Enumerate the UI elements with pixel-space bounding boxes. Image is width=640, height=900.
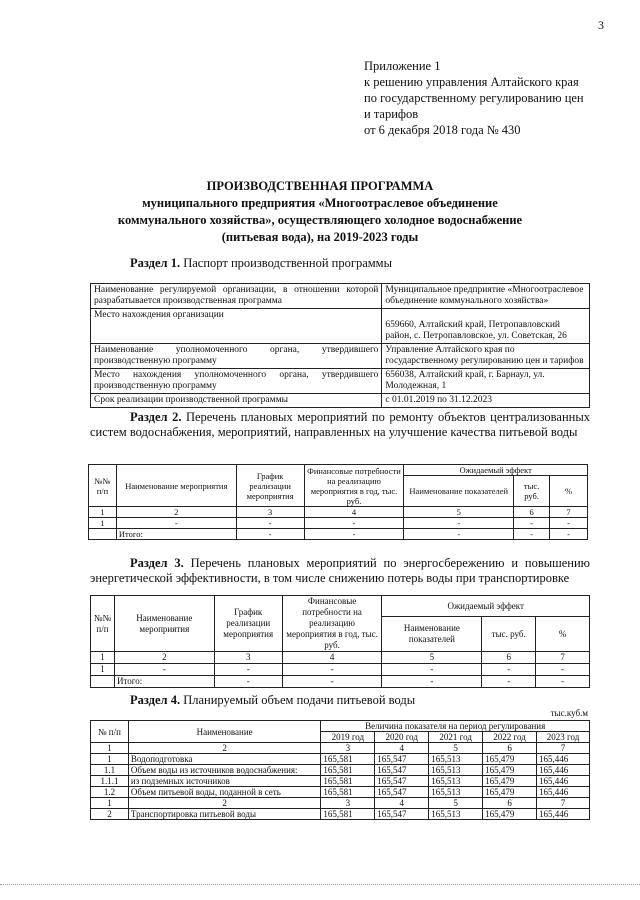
table-cell [91,676,115,688]
row-num: 1.2 [91,787,129,798]
row-num: 1.1 [91,765,129,776]
row-value: 165,547 [375,809,429,820]
col-header-indicator: Наименование показателей [404,476,514,507]
table-total-row [91,676,590,688]
table-cell: - [214,664,282,676]
table-cell: 7 [537,798,590,809]
row-name: из подземных источников [128,776,320,787]
table-cell: 2 [128,798,320,809]
col-header-num: №№ п/п [89,465,117,507]
table-cell: 3 [321,743,375,754]
table-cell: - [482,676,536,688]
water-volume-table [90,720,590,820]
table-cell: 6 [514,507,550,518]
col-header-num: № п/п [91,721,129,743]
title-line: (питьевая вода), на 2019-2023 годы [221,230,419,244]
col-header-indicator: Наименование показателей [382,617,482,652]
col-header-year: 2023 год [537,732,590,743]
table-cell: - [282,664,382,676]
table-cell: 5 [382,652,482,664]
table-row [91,809,590,820]
table-cell: 5 [429,798,483,809]
row-num: 2 [91,809,129,820]
passport-cell-right: 656038, Алтайский край, г. Барнаул, ул. Молодежная, 1 [382,369,590,394]
table-cell: 2 [128,743,320,754]
passport-cell-right: Муниципальное предприятие «Многоотраслевое объединение коммунального хозяйства» [382,284,590,309]
table-header-row [89,465,588,476]
section4-text: Планируемый объем подачи питьевой воды [183,693,416,707]
table-row [91,652,590,664]
total-label: Итого: [114,676,214,688]
total-label: Итого: [116,529,236,540]
table-cell: 4 [375,798,429,809]
page-bottom-divider [0,884,640,885]
passport-cell-right: с 01.01.2019 по 31.12.2023 [382,394,590,408]
table-cell: 6 [483,743,537,754]
section1-text: Паспорт производственной программы [183,256,392,270]
col-header-pct: % [536,617,590,652]
table-cell: - [382,664,482,676]
col-header-effect: Ожидаемый эффект [404,465,588,476]
table-row [91,664,590,676]
table-cell: 5 [429,743,483,754]
row-value: 165,479 [483,809,537,820]
repair-measures-table [88,464,588,540]
row-value: 165,547 [375,776,429,787]
table-row [91,309,590,344]
col-header-name: Наименование мероприятия [116,465,236,507]
table-cell: 6 [483,798,537,809]
table-cell: - [236,518,304,529]
table-header-row [91,721,590,732]
table-cell: 4 [282,652,382,664]
table-cell: 3 [321,798,375,809]
table-row [91,787,590,798]
passport-cell-left: Место нахождения организации [91,309,382,344]
table-cell: - [514,518,550,529]
col-header-name: Наименование мероприятия [114,596,214,652]
col-header-schedule: График реализации мероприятия [236,465,304,507]
passport-table [90,283,590,408]
table-cell: 7 [536,652,590,664]
col-header-rub: тыс. руб. [514,476,550,507]
section3-label: Раздел 3. [130,556,184,570]
table-cell: 1 [91,798,129,809]
table-row [91,754,590,765]
table-cell: 1 [89,518,117,529]
table-cell: 4 [304,507,404,518]
row-value: 165,581 [321,765,375,776]
row-value: 165,581 [321,776,375,787]
col-header-name: Наименование [128,721,320,743]
col-header-num: №№ п/п [91,596,115,652]
row-value: 165,479 [483,765,537,776]
table-cell: 1 [91,664,115,676]
appendix-line: по государственному регулированию цен [364,91,584,105]
table-cell: - [404,529,514,540]
col-header-year: 2020 год [375,732,429,743]
table-cell: 1 [91,743,129,754]
table-cell: - [536,676,590,688]
table-cell: - [236,529,304,540]
table-cell: 3 [214,652,282,664]
appendix-block [364,58,614,138]
section3-heading [90,556,590,586]
table-cell: 5 [404,507,514,518]
table-cell: - [514,529,550,540]
table-cell: - [304,529,404,540]
appendix-line: Приложение 1 [364,59,441,73]
table-row [91,284,590,309]
col-header-pct: % [550,476,588,507]
table-cell: - [116,518,236,529]
section2-label: Раздел 2. [130,410,182,424]
table-cell: 1 [91,652,115,664]
table-cell: 7 [537,743,590,754]
table-row [91,743,590,754]
table-cell: 4 [375,743,429,754]
col-header-period: Величина показателя на период регулирования [321,721,590,732]
section3-text: Перечень плановых мероприятий по энергосбережению и повышению энергетической эффективности, в том числе снижению потерь воды при транспортировке [90,556,591,585]
row-num: 1 [91,754,129,765]
row-value: 165,547 [375,787,429,798]
col-header-finance: Финансовые потребности на реализацию мероприятия в год, тыс. руб. [304,465,404,507]
row-value: 165,581 [321,754,375,765]
table-header-row [91,596,590,617]
row-value: 165,446 [537,754,590,765]
row-name: Объем воды из источников водоснабжения: [128,765,320,776]
table-row [89,507,588,518]
col-header-finance: Финансовые потребности на реализацию мероприятия в год, тыс. руб. [282,596,382,652]
section4-label: Раздел 4. [130,693,181,707]
row-value: 165,581 [321,787,375,798]
table-cell: 2 [114,652,214,664]
row-value: 165,479 [483,787,537,798]
row-value: 165,547 [375,754,429,765]
energy-measures-table [90,595,590,688]
table-cell: - [304,518,404,529]
table-row [91,394,590,408]
table-row [91,776,590,787]
row-value: 165,547 [375,765,429,776]
appendix-line: и тарифов [364,107,419,121]
table-row [91,344,590,369]
table-cell: - [536,664,590,676]
table-cell: - [404,518,514,529]
col-header-rub: тыс. руб. [482,617,536,652]
passport-cell-right: 659660, Алтайский край, Петропавловский район, с. Петропавловское, ул. Советская, 26 [382,309,590,344]
section2-heading [90,410,590,440]
table-cell [89,529,117,540]
table-total-row [89,529,588,540]
row-value: 165,479 [483,776,537,787]
table-cell: - [550,529,588,540]
row-name: Объем питьевой воды, поданной в сеть [128,787,320,798]
row-value: 165,446 [537,776,590,787]
col-header-year: 2021 год [429,732,483,743]
passport-cell-left: Место нахождения уполномоченного органа, утвердившего производственную программу [91,369,382,394]
title-line: муниципального предприятия «Многоотраслевое объединение [142,196,498,210]
table-cell: - [214,676,282,688]
row-num: 1.1.1 [91,776,129,787]
section1-label: Раздел 1. [130,256,181,270]
table-cell: 6 [482,652,536,664]
row-value: 165,479 [483,754,537,765]
table-cell: 2 [116,507,236,518]
title-line: коммунального хозяйства», осуществляющего холодное водоснабжение [117,213,523,227]
unit-label: тыс.куб.м [550,708,588,718]
section2-text: Перечень плановых мероприятий по ремонту объектов централизованных систем водоснабжения, мероприятий, направленных на улучшение качества питьевой воды [90,410,590,439]
table-cell: - [482,664,536,676]
table-row [91,765,590,776]
table-cell: - [282,676,382,688]
title-line: ПРОИЗВОДСТВЕННАЯ ПРОГРАММА [206,179,434,193]
document-title [60,178,580,246]
passport-cell-left: Наименование уполномоченного органа, утвердившего производственную программу [91,344,382,369]
appendix-line: к решению управления Алтайского края [364,75,579,89]
col-header-year: 2019 год [321,732,375,743]
col-header-schedule: График реализации мероприятия [214,596,282,652]
table-cell: 3 [236,507,304,518]
table-cell: 1 [89,507,117,518]
passport-cell-left: Наименование регулируемой организации, в отношении которой разрабатывается производственная программа [91,284,382,309]
section1-heading [130,256,392,271]
row-name: Водоподготовка [128,754,320,765]
col-header-effect: Ожидаемый эффект [382,596,590,617]
row-name: Транспортировка питьевой воды [128,809,320,820]
section4-heading [130,693,415,708]
table-cell: - [382,676,482,688]
row-value: 165,446 [537,787,590,798]
row-value: 165,513 [429,809,483,820]
row-value: 165,446 [537,765,590,776]
row-value: 165,581 [321,809,375,820]
table-cell: - [114,664,214,676]
table-cell: 7 [550,507,588,518]
row-value: 165,513 [429,787,483,798]
table-row [91,369,590,394]
row-value: 165,513 [429,754,483,765]
passport-cell-right: Управление Алтайского края по государственному регулированию цен и тарифов [382,344,590,369]
page-number: 3 [598,18,604,32]
row-value: 165,513 [429,765,483,776]
appendix-line: от 6 декабря 2018 года № 430 [364,123,521,137]
table-row [89,518,588,529]
row-value: 165,446 [537,809,590,820]
table-row [91,798,590,809]
col-header-year: 2022 год [483,732,537,743]
passport-cell-left: Срок реализации производственной программы [91,394,382,408]
row-value: 165,513 [429,776,483,787]
table-cell: - [550,518,588,529]
